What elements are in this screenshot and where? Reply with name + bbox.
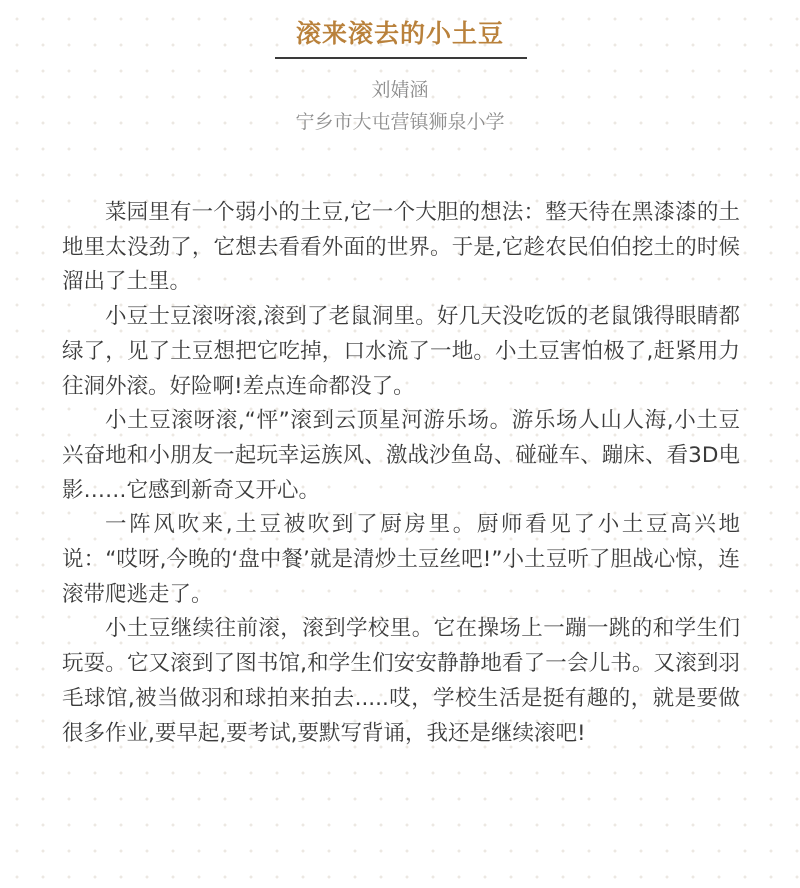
article-title: 滚来滚去的小土豆 [295,19,504,48]
title-underline [275,57,527,59]
article-body [62,196,740,751]
author-name: 刘婧涵 [371,79,429,101]
paragraph-5: 小土豆继续往前滚，滚到学校里。它在操场上一蹦一跳的和学生们玩耍。它又滚到了图书馆,和学生们安安静静地看了一会儿书。又滚到羽毛球馆,被当做羽和球拍来拍去.....哎，学校生活是挺有趣的，就是要做很多作业,要早起,要考试,要默写背诵，我还是继续滚吧! [62,616,740,746]
paragraph-1: 菜园里有一个弱小的土豆,它一个大胆的想法：整天待在黑漆漆的土地里太没劲了，它想去看看外面的世界。于是,它趁农民伯伯挖土的时候溜出了土里。 [62,200,740,295]
school-name: 宁乡市大屯营镇狮泉小学 [295,111,505,133]
paragraph-3: 小土豆滚呀滚,“怦”滚到云顶星河游乐场。游乐场人山人海,小土豆兴奋地和小朋友一起玩幸运族风、激战沙鱼岛、碰碰车、蹦床、看3D电影……它感到新奇又开心。 [62,408,740,503]
paragraph-2: 小豆士豆滚呀滚,滚到了老鼠洞里。好几天没吃饭的老鼠饿得眼睛都绿了，见了土豆想把它吃掉，口水流了一地。小土豆害怕极了,赶紧用力往洞外滚。好险啊!差点连命都没了。 [62,304,740,399]
paragraph-4: 一阵风吹来,土豆被吹到了厨房里。厨师看见了小土豆高兴地说：“哎呀,今晚的‘盘中餐’就是清炒土豆丝吧!”小土豆听了胆战心惊，连滚带爬逃走了。 [62,512,740,607]
title-area [0,14,800,54]
